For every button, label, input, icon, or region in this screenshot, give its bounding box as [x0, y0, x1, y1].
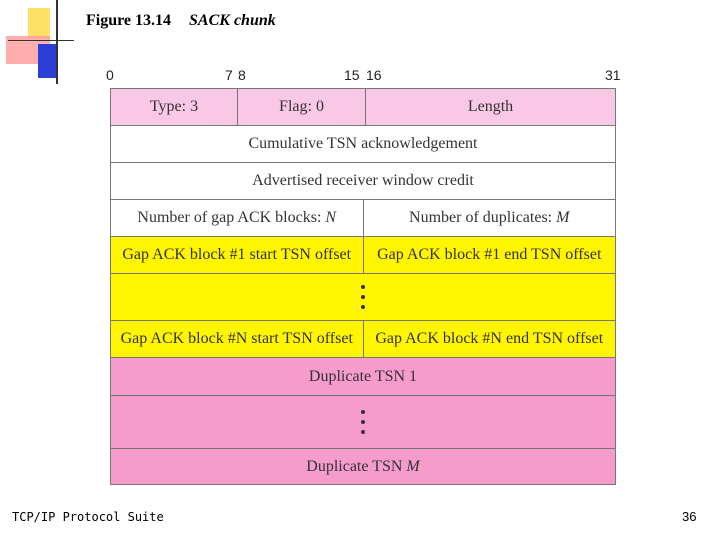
cumulative-tsn-row — [110, 125, 616, 163]
gap-ack-count-var: N — [325, 209, 337, 226]
footer-book-title: TCP/IP Protocol Suite — [12, 510, 164, 524]
ellipsis-dot — [361, 420, 365, 424]
page-number: 36 — [682, 509, 697, 524]
gap-block-ellipsis-row — [110, 273, 616, 321]
header-row — [110, 88, 616, 126]
duplicate-tsn-first-row — [110, 357, 616, 396]
bit-position-15: 15 — [344, 67, 360, 83]
duplicate-tsn-m-label: Duplicate TSN — [306, 457, 407, 475]
slide-decoration-hline — [8, 40, 74, 41]
gap-block-n-end-field: Gap ACK block #N end TSN offset — [363, 321, 616, 357]
slide-decoration-yellow — [28, 8, 50, 38]
gap-block-1-start-field: Gap ACK block #1 start TSN offset — [122, 246, 352, 263]
counts-row — [110, 199, 616, 237]
gap-block-last-row — [110, 320, 616, 358]
ellipsis-dot — [361, 285, 365, 289]
bit-position-0: 0 — [106, 67, 114, 83]
flag-field: Flag: 0 — [237, 89, 365, 125]
cumulative-tsn-field: Cumulative TSN acknowledgement — [248, 135, 478, 152]
duplicate-tsn-1-field: Duplicate TSN 1 — [308, 367, 418, 385]
advertised-window-field: Advertised receiver window credit — [252, 172, 474, 189]
type-field: Type: 3 — [149, 98, 199, 115]
slide-decoration-vline — [56, 0, 58, 84]
gap-ack-count-field — [111, 200, 363, 236]
advertised-window-row — [110, 162, 616, 200]
slide-decoration-blue — [38, 44, 58, 78]
gap-block-n-start-field: Gap ACK block #N start TSN offset — [120, 330, 353, 347]
duplicates-count-var: M — [556, 209, 570, 226]
gap-block-1-end-field: Gap ACK block #1 end TSN offset — [363, 237, 616, 273]
ellipsis-dot — [361, 295, 365, 299]
gap-block-first-row — [110, 236, 616, 274]
ellipsis-dot — [361, 410, 365, 414]
duplicates-count-label: Number of duplicates: — [409, 209, 557, 226]
duplicate-tsn-last-row — [110, 448, 616, 485]
figure-title — [86, 12, 276, 30]
vertical-ellipsis — [111, 396, 615, 448]
duplicate-tsn-m-var: M — [406, 457, 420, 475]
vertical-ellipsis — [111, 274, 615, 320]
figure-name: SACK chunk — [189, 12, 276, 29]
duplicate-tsn-ellipsis-row — [110, 395, 616, 449]
bit-position-7: 7 — [225, 67, 233, 83]
ellipsis-dot — [361, 430, 365, 434]
bit-position-16: 16 — [366, 67, 382, 83]
figure-number: Figure 13.14 — [86, 12, 172, 29]
ellipsis-dot — [361, 305, 365, 309]
duplicates-count-field — [363, 200, 616, 236]
bit-position-31: 31 — [605, 67, 621, 83]
length-field: Length — [365, 89, 615, 125]
gap-ack-count-label: Number of gap ACK blocks: — [137, 209, 326, 226]
duplicate-tsn-m-field — [111, 449, 615, 484]
bit-position-8: 8 — [238, 67, 246, 83]
